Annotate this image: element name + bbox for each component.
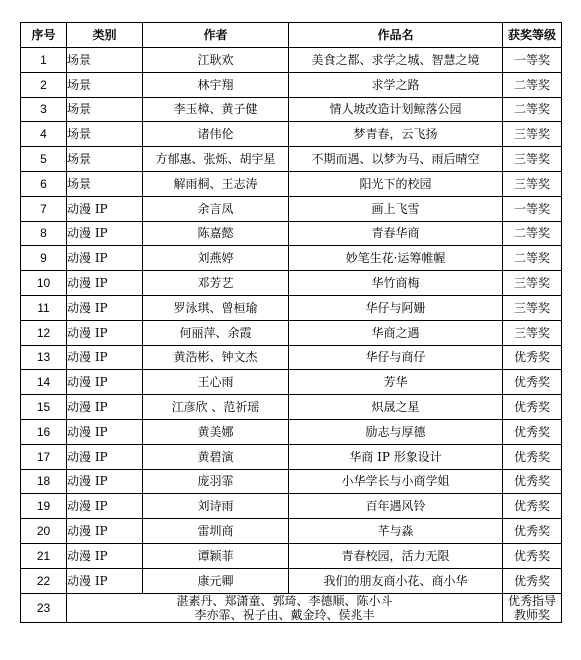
row-number: 5 <box>21 147 67 172</box>
row-award: 三等奖 <box>503 122 562 147</box>
row-author: 康元卿 <box>143 568 289 593</box>
header-work: 作品名 <box>289 23 503 48</box>
row-award: 优秀奖 <box>503 419 562 444</box>
row-work: 华商之遇 <box>289 320 503 345</box>
row-author: 余言凤 <box>143 196 289 221</box>
row-number: 21 <box>21 543 67 568</box>
row-award: 三等奖 <box>503 171 562 196</box>
awards-document <box>20 22 562 623</box>
row-work: 情人坡改造计划鲸落公园 <box>289 97 503 122</box>
row-author: 刘诗雨 <box>143 494 289 519</box>
row-category: 动漫 IP <box>67 395 143 420</box>
row-award: 优秀奖 <box>503 444 562 469</box>
row-number: 17 <box>21 444 67 469</box>
row-author: 李玉樟、黄子健 <box>143 97 289 122</box>
row-award: 优秀奖 <box>503 395 562 420</box>
table-row-last <box>21 593 562 622</box>
row-number: 14 <box>21 370 67 395</box>
row-author: 黄碧演 <box>143 444 289 469</box>
row-number: 11 <box>21 295 67 320</box>
row-work: 小华学长与小商学姐 <box>289 469 503 494</box>
table-row <box>21 494 562 519</box>
row-author: 诸伟伦 <box>143 122 289 147</box>
table-row <box>21 271 562 296</box>
row-award: 二等奖 <box>503 221 562 246</box>
row-category: 动漫 IP <box>67 295 143 320</box>
row-work: 炽晟之星 <box>289 395 503 420</box>
row-category: 动漫 IP <box>67 246 143 271</box>
table-row <box>21 568 562 593</box>
row-category: 场景 <box>67 122 143 147</box>
row-category: 动漫 IP <box>67 345 143 370</box>
row-category: 动漫 IP <box>67 419 143 444</box>
row-author: 罗泳琪、曾桓瑜 <box>143 295 289 320</box>
row-award: 优秀奖 <box>503 370 562 395</box>
row-work: 求学之路 <box>289 72 503 97</box>
row-number: 15 <box>21 395 67 420</box>
row-award: 优秀奖 <box>503 568 562 593</box>
row-author: 黄美娜 <box>143 419 289 444</box>
row-number: 18 <box>21 469 67 494</box>
row-category: 场景 <box>67 48 143 73</box>
table-row <box>21 48 562 73</box>
row-award: 三等奖 <box>503 320 562 345</box>
table-row <box>21 370 562 395</box>
instructor-names-line1: 湛素丹、郑潇童、郭琦、李德顺、陈小斗 <box>176 593 393 608</box>
row-author: 刘燕婷 <box>143 246 289 271</box>
row-category: 动漫 IP <box>67 444 143 469</box>
row-number: 7 <box>21 196 67 221</box>
instructor-names <box>67 593 503 622</box>
table-row <box>21 444 562 469</box>
header-number: 序号 <box>21 23 67 48</box>
row-work: 芊与淼 <box>289 519 503 544</box>
row-category: 动漫 IP <box>67 469 143 494</box>
row-category: 动漫 IP <box>67 196 143 221</box>
awards-table <box>20 22 562 623</box>
row-number: 19 <box>21 494 67 519</box>
row-work: 美食之都、求学之城、智慧之境 <box>289 48 503 73</box>
row-category: 动漫 IP <box>67 320 143 345</box>
row-number: 9 <box>21 246 67 271</box>
row-award: 优秀奖 <box>503 519 562 544</box>
row-work: 华仔与商仔 <box>289 345 503 370</box>
header-category: 类别 <box>67 23 143 48</box>
row-award: 三等奖 <box>503 295 562 320</box>
row-award: 二等奖 <box>503 72 562 97</box>
row-number: 20 <box>21 519 67 544</box>
table-row <box>21 543 562 568</box>
row-author: 邓芳艺 <box>143 271 289 296</box>
row-category: 动漫 IP <box>67 221 143 246</box>
instructor-award-line1: 优秀指导 <box>507 593 556 608</box>
table-row <box>21 122 562 147</box>
row-work: 阳光下的校园 <box>289 171 503 196</box>
row-category: 动漫 IP <box>67 494 143 519</box>
instructor-award <box>503 593 562 622</box>
table-row <box>21 246 562 271</box>
row-author: 庞羽霏 <box>143 469 289 494</box>
row-number: 16 <box>21 419 67 444</box>
row-award: 优秀奖 <box>503 469 562 494</box>
row-category: 动漫 IP <box>67 271 143 296</box>
header-author: 作者 <box>143 23 289 48</box>
table-row <box>21 295 562 320</box>
row-author: 江耿欢 <box>143 48 289 73</box>
table-row <box>21 519 562 544</box>
row-work: 我们的朋友商小花、商小华 <box>289 568 503 593</box>
row-number: 10 <box>21 271 67 296</box>
row-number: 22 <box>21 568 67 593</box>
table-body <box>21 48 562 623</box>
table-row <box>21 221 562 246</box>
row-award: 优秀奖 <box>503 345 562 370</box>
row-number: 6 <box>21 171 67 196</box>
row-work: 励志与厚德 <box>289 419 503 444</box>
table-row <box>21 72 562 97</box>
row-number: 13 <box>21 345 67 370</box>
row-category: 场景 <box>67 72 143 97</box>
row-author: 陈嘉懿 <box>143 221 289 246</box>
instructor-award-line2: 教师奖 <box>513 607 550 622</box>
row-number: 3 <box>21 97 67 122</box>
row-award: 三等奖 <box>503 147 562 172</box>
row-category: 场景 <box>67 147 143 172</box>
row-number: 23 <box>21 593 67 622</box>
table-row <box>21 469 562 494</box>
row-author: 方郁惠、张烁、胡宇星 <box>143 147 289 172</box>
row-number: 1 <box>21 48 67 73</box>
table-row <box>21 196 562 221</box>
row-author: 王心雨 <box>143 370 289 395</box>
row-award: 三等奖 <box>503 271 562 296</box>
row-award: 二等奖 <box>503 97 562 122</box>
row-work: 不期而遇、以梦为马、雨后晴空 <box>289 147 503 172</box>
table-row <box>21 345 562 370</box>
row-work: 梦青春，云飞扬 <box>289 122 503 147</box>
row-author: 谭颖菲 <box>143 543 289 568</box>
row-award: 一等奖 <box>503 48 562 73</box>
row-category: 动漫 IP <box>67 568 143 593</box>
table-row <box>21 395 562 420</box>
row-number: 2 <box>21 72 67 97</box>
row-work: 华商 IP 形象设计 <box>289 444 503 469</box>
instructor-names-line2: 李亦霏、祝子由、戴金玲、侯兆丰 <box>194 607 375 622</box>
row-category: 场景 <box>67 171 143 196</box>
row-award: 优秀奖 <box>503 543 562 568</box>
table-row <box>21 147 562 172</box>
row-author: 雷圳商 <box>143 519 289 544</box>
row-award: 一等奖 <box>503 196 562 221</box>
header-award: 获奖等级 <box>503 23 562 48</box>
row-category: 场景 <box>67 97 143 122</box>
row-work: 芳华 <box>289 370 503 395</box>
row-category: 动漫 IP <box>67 519 143 544</box>
row-author: 黄浩彬、钟文杰 <box>143 345 289 370</box>
row-author: 林宇翔 <box>143 72 289 97</box>
row-number: 4 <box>21 122 67 147</box>
row-work: 华竹商梅 <box>289 271 503 296</box>
row-award: 优秀奖 <box>503 494 562 519</box>
table-row <box>21 171 562 196</box>
row-work: 青春华商 <box>289 221 503 246</box>
table-row <box>21 419 562 444</box>
row-number: 8 <box>21 221 67 246</box>
row-work: 妙笔生花·运筹帷幄 <box>289 246 503 271</box>
row-work: 青春校园，活力无限 <box>289 543 503 568</box>
row-author: 解雨桐、王志涛 <box>143 171 289 196</box>
row-award: 二等奖 <box>503 246 562 271</box>
row-work: 华仔与阿姗 <box>289 295 503 320</box>
row-author: 何丽萍、余霞 <box>143 320 289 345</box>
row-work: 百年遇风铃 <box>289 494 503 519</box>
table-row <box>21 97 562 122</box>
table-row <box>21 320 562 345</box>
row-number: 12 <box>21 320 67 345</box>
row-category: 动漫 IP <box>67 543 143 568</box>
row-author: 江彦欣 、范祈瑶 <box>143 395 289 420</box>
row-category: 动漫 IP <box>67 370 143 395</box>
row-work: 画上飞雪 <box>289 196 503 221</box>
table-header-row <box>21 23 562 48</box>
